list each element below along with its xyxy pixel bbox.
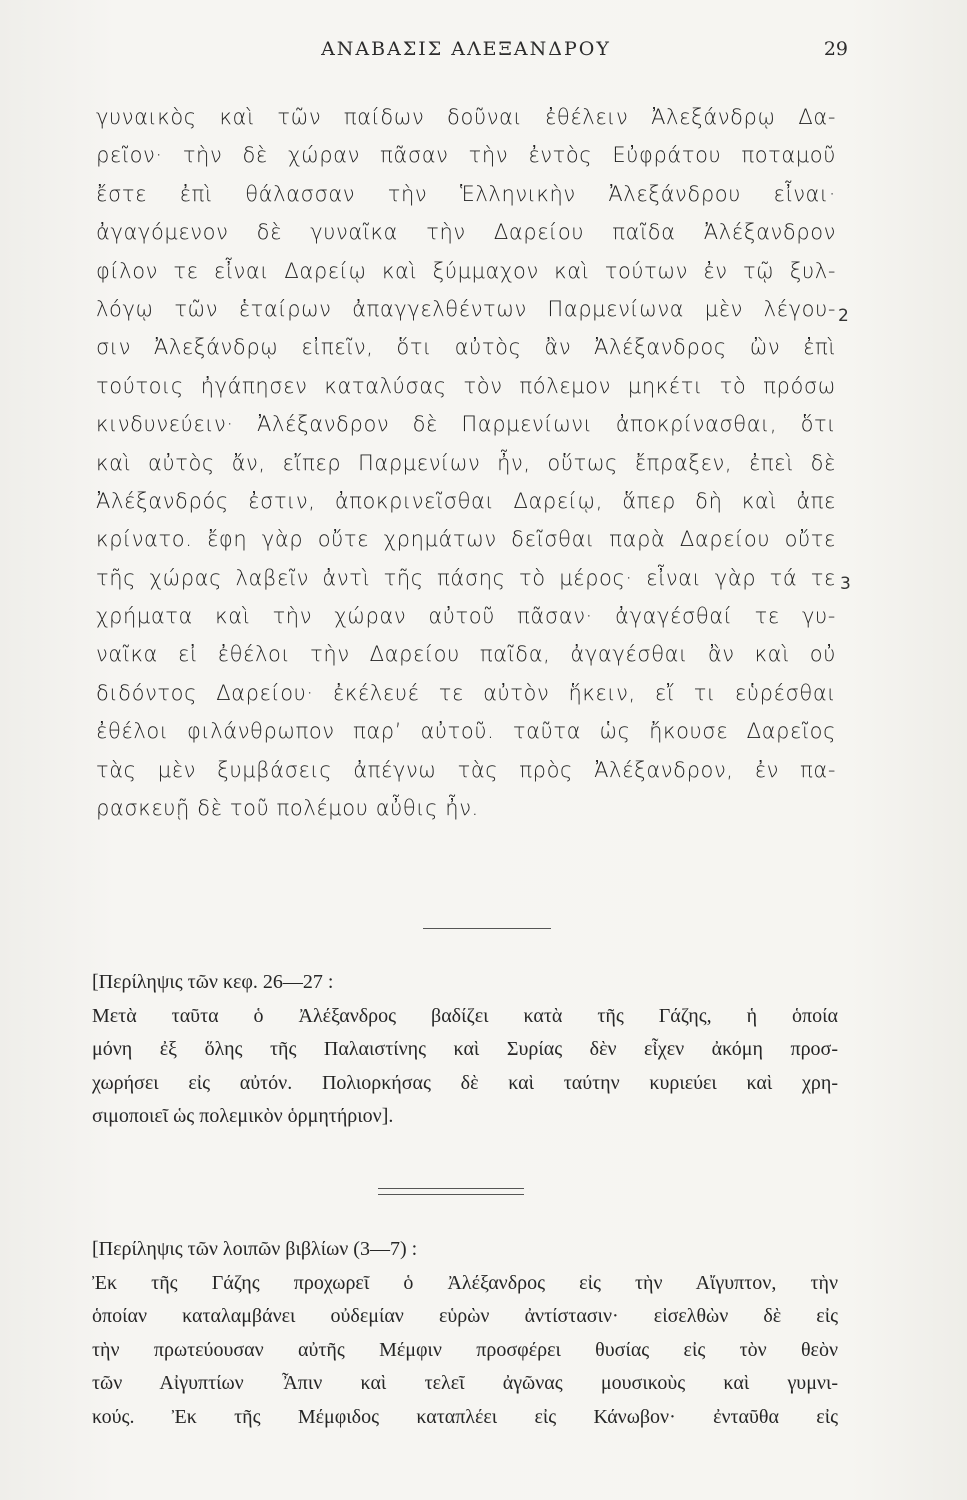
text-line: λόγῳ τῶν ἑταίρων ἀπαγγελθέντων Παρμενίωνα μὲν λέγου- <box>96 296 836 321</box>
text-line: Ἀλέξανδρός ἐστιν, ἀποκρινεῖσθαι Δαρείῳ, ἅπερ δὴ καὶ ἀπε <box>96 488 836 513</box>
running-head <box>96 38 848 68</box>
summary-heading: [Περίληψις τῶν κεφ. 26—27 : <box>92 971 334 993</box>
text-line: χρήματα καὶ τὴν χώραν αὐτοῦ πᾶσαν· ἀγαγέσθαί τε γυ- <box>96 604 836 629</box>
summary-line: ὁποίαν καταλαμβάνει οὐδεμίαν εὑρὼν ἀντίστασιν· εἰσελθὼν δὲ εἰς <box>92 1305 838 1328</box>
summary-line: τῶν Αἰγυπτίων Ἆπιν καὶ τελεῖ ἀγῶνας μουσικοὺς καὶ γυμνι- <box>92 1372 838 1395</box>
section-number: 2 <box>838 306 849 326</box>
summary-heading: [Περίληψις τῶν λοιπῶν βιβλίων (3—7) : <box>92 1238 418 1260</box>
text-line: σιν Ἀλεξάνδρῳ εἰπεῖν, ὅτι αὐτὸς ἂν Ἀλέξανδρος ὢν ἐπὶ <box>96 335 836 360</box>
section-number: 3 <box>840 574 851 594</box>
text-line: γυναικὸς καὶ τῶν παίδων δοῦναι ἐθέλειν Ἀλεξάνδρῳ Δα- <box>96 105 836 129</box>
text-line: καὶ αὐτὸς ἄν, εἴπερ Παρμενίων ἦν, οὕτως ἔπραξεν, ἐπεὶ δὲ <box>96 450 836 475</box>
text-line: τούτοις ἠγάπησεν καταλύσας τὸν πόλεμον μηκέτι τὸ πρόσω <box>96 373 836 398</box>
page-number: 29 <box>823 38 848 60</box>
text-line: διδόντος Δαρείου· ἐκέλευέ τε αὐτὸν ἥκειν, εἴ τι εὑρέσθαι <box>96 680 836 705</box>
summary-chapters-26-27 <box>92 966 838 1134</box>
text-line: ρεῖον· τὴν δὲ χώραν πᾶσαν τὴν ἐντὸς Εὐφράτου ποταμοῦ <box>96 143 836 168</box>
running-title: ΑΝΑΒΑΣΙΣ ΑΛΕΞΑΝΔΡΟΥ <box>321 38 611 60</box>
summary-line: χωρήσει εἰς αὐτόν. Πολιορκήσας δὲ καὶ ταύτην κυριεύει καὶ χρη- <box>92 1071 838 1094</box>
text-line: ἔστε ἐπὶ θάλασσαν τὴν Ἑλληνικὴν Ἀλεξάνδρου εἶναι· <box>96 181 836 206</box>
text-line: φίλον τε εἶναι Δαρείῳ καὶ ξύμμαχον καὶ τούτων ἐν τῷ ξυλ- <box>96 258 836 283</box>
summary-line: Μετὰ ταῦτα ὁ Ἀλέξανδρος βαδίζει κατὰ τῆς Γάζης, ἡ ὁποία <box>92 1004 838 1027</box>
text-line: ρασκευῇ δὲ τοῦ πολέμου αὖθις ἦν. <box>96 796 479 821</box>
summary-line: κούς. Ἐκ τῆς Μέμφιδος καταπλέει εἰς Κάνωβον· ἐνταῦθα εἰς <box>92 1405 838 1428</box>
text-line: κινδυνεύειν· Ἀλέξανδρον δὲ Παρμενίωνι ἀποκρίνασθαι, ὅτι <box>96 412 836 437</box>
summary-line: σιμοποιεῖ ὡς πολεμικὸν ὁρμητήριον]. <box>92 1105 394 1128</box>
summary-books-3-7 <box>92 1233 838 1435</box>
section-divider <box>423 928 551 929</box>
text-line: ναῖκα εἰ ἐθέλοι τὴν Δαρείου παῖδα, ἀγαγέσθαι ἂν καὶ οὐ <box>96 642 836 667</box>
summary-line: Ἐκ τῆς Γάζης προχωρεῖ ὁ Ἀλέξανδρος εἰς τὴν Αἴγυπτον, τὴν <box>92 1271 838 1294</box>
text-line: ἀγαγόμενον δὲ γυναῖκα τὴν Δαρείου παῖδα Ἀλέξανδρον <box>96 220 836 245</box>
double-divider <box>378 1188 524 1195</box>
text-line: ἐθέλοι φιλάνθρωπον παρ’ αὐτοῦ. ταῦτα ὡς ἤκουσε Δαρεῖος <box>96 719 836 744</box>
text-line: τῆς χώρας λαβεῖν ἀντὶ τῆς πάσης τὸ μέρος· εἶναι γὰρ τά τε <box>96 565 836 590</box>
text-line: κρίνατο. ἔφη γὰρ οὔτε χρημάτων δεῖσθαι παρὰ Δαρείου οὔτε <box>96 527 836 552</box>
summary-line: τὴν πρωτεύουσαν αὐτῆς Μέμφιν προσφέρει θυσίας εἰς τὸν θεὸν <box>92 1338 838 1361</box>
summary-line: μόνη ἐξ ὅλης τῆς Παλαιστίνης καὶ Συρίας δὲν εἶχεν ἀκόμη προσ- <box>92 1038 838 1061</box>
text-line: τὰς μὲν ξυμβάσεις ἀπέγνω τὰς πρὸς Ἀλέξανδρον, ἐν πα- <box>96 757 836 782</box>
main-text <box>96 98 836 827</box>
